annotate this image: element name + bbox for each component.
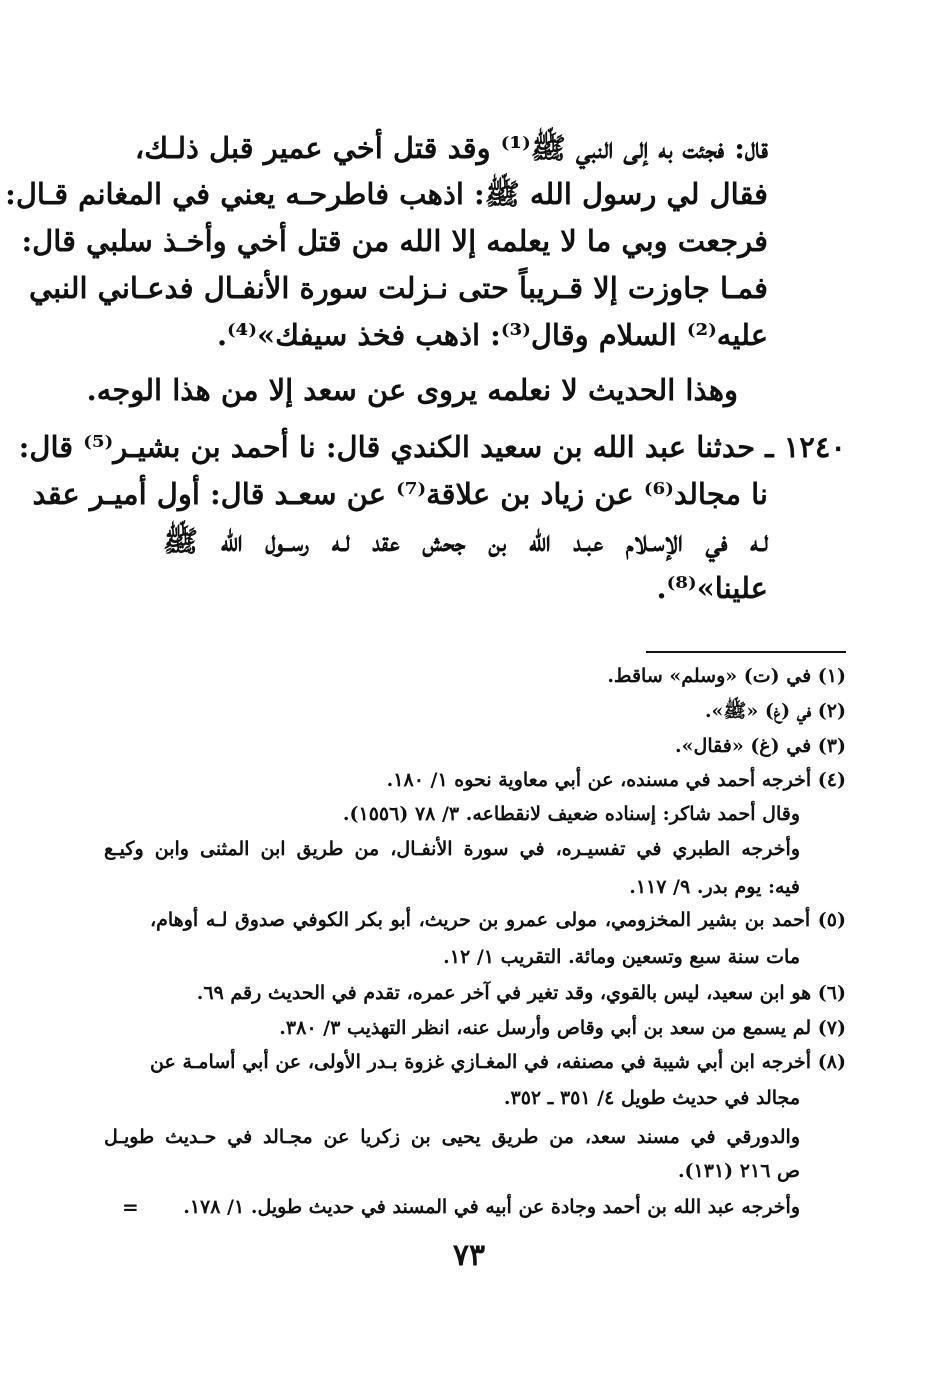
footnote-8-cont-3: ص ٢١٦ (١٣١).	[677, 1160, 800, 1182]
main-line-3: فرجعت وبي ما لا يعلمه إلا الله من قتل أخي وأخـذ سلبي قال:	[21, 224, 768, 258]
main-line-5: عليه⁽²⁾ السلام وقال⁽³⁾: اذهب فخذ سيفك»⁽⁴⁾.	[216, 318, 768, 352]
page-number: ٧٣	[452, 1238, 486, 1273]
footnote-3: (٣) في (غ) «فقال».	[675, 735, 846, 757]
footnote-6: (٦) هو ابن سعيد، ليس بالقوي، وقد تغير في آخر عمره، تقدم في الحديث رقم ٦٩.	[196, 982, 846, 1004]
footnote-1: (١) في (ت) «وسلم» ساقط.	[607, 665, 846, 687]
hadith-line-4: علينا»⁽⁸⁾.	[656, 571, 768, 605]
footnote-5: (٥) أحمد بن بشير المخزومي، مولى عمرو بن حريث، أبو بكر الكوفي صدوق لـه أوهام،	[150, 909, 846, 931]
footnote-2: (٢) في (غ) «ﷺ».	[704, 700, 846, 722]
continuation-mark: =	[122, 1195, 139, 1219]
hadith-line-1: ١٢٤٠ ـ حدثنا عبد الله بن سعيد الكندي قال: نا أحمد بن بشيـر⁽⁵⁾ قال:	[18, 430, 846, 464]
main-line-2: فقال لي رسول الله ﷺ: اذهب فاطرحـه يعني في المغانم قـال:	[5, 177, 768, 211]
footnote-8-cont-1: مجالد في حديث طويل ٤/ ٣٥١ ـ ٣٥٢.	[503, 1087, 800, 1109]
hadith-line-3: لـه في الإسـلام عبـد الله بن جحش عقد لـه رســول الله ﷺ	[163, 524, 768, 558]
footnote-4: (٤) أخرجه أحمد في مسنده، عن أبي معاوية نحوه ١/ ١٨٠.	[386, 769, 846, 791]
hadith-line-2: نا مجالد⁽⁶⁾ عن زياد بن علاقة⁽⁷⁾ عن سعـد قال: أول أميـر عقد	[32, 477, 768, 511]
footnote-4-cont-2: وأخرجه الطبري في تفسيـره، في سورة الأنفـال، من طريق ابن المثنى وابن وكيـع	[104, 838, 800, 860]
footnote-5-cont: مات سنة سبع وتسعين ومائة. التقريب ١/ ١٢.	[443, 946, 800, 968]
footnote-separator	[646, 651, 846, 653]
footnote-7: (٧) لم يسمع من سعد بن أبي وقاص وأرسل عنه، انظر التهذيب ٣/ ٣٨٠.	[279, 1017, 846, 1039]
footnote-8-cont-4: وأخرجه عبد الله بن أحمد وجادة عن أبيه في المسند في حديث طويل. ١/ ١٧٨.	[183, 1196, 800, 1218]
main-line-4: فمـا جاوزت إلا قـريباً حتى نـزلت سورة الأنفـال فدعـاني النبي	[29, 271, 768, 305]
footnote-4-cont-3: فيه: يوم بدر. ٩/ ١١٧.	[629, 876, 800, 898]
main-line-1: قال: فجئت به إلى النبي ﷺ⁽¹⁾ وقد قتل أخي عمير قبل ذلـك،	[134, 131, 768, 165]
main-line-6: وهذا الحديث لا نعلمه يروى عن سعد إلا من هذا الوجه.	[86, 373, 738, 407]
footnote-8: (٨) أخرجه ابن أبي شيبة في مصنفه، في المغـازي غزوة بـدر الأولى، عن أبي أسامـة عن	[150, 1051, 846, 1073]
footnote-4-cont-1: وقال أحمد شاكر: إسناده ضعيف لانقطاعه. ٣/ ٧٨ (١٥٥٦).	[342, 803, 800, 825]
footnote-8-cont-2: والدورقي في مسند سعد، من طريق يحيى بن زكريا عن مجـالد في حـديث طويـل	[104, 1126, 800, 1148]
